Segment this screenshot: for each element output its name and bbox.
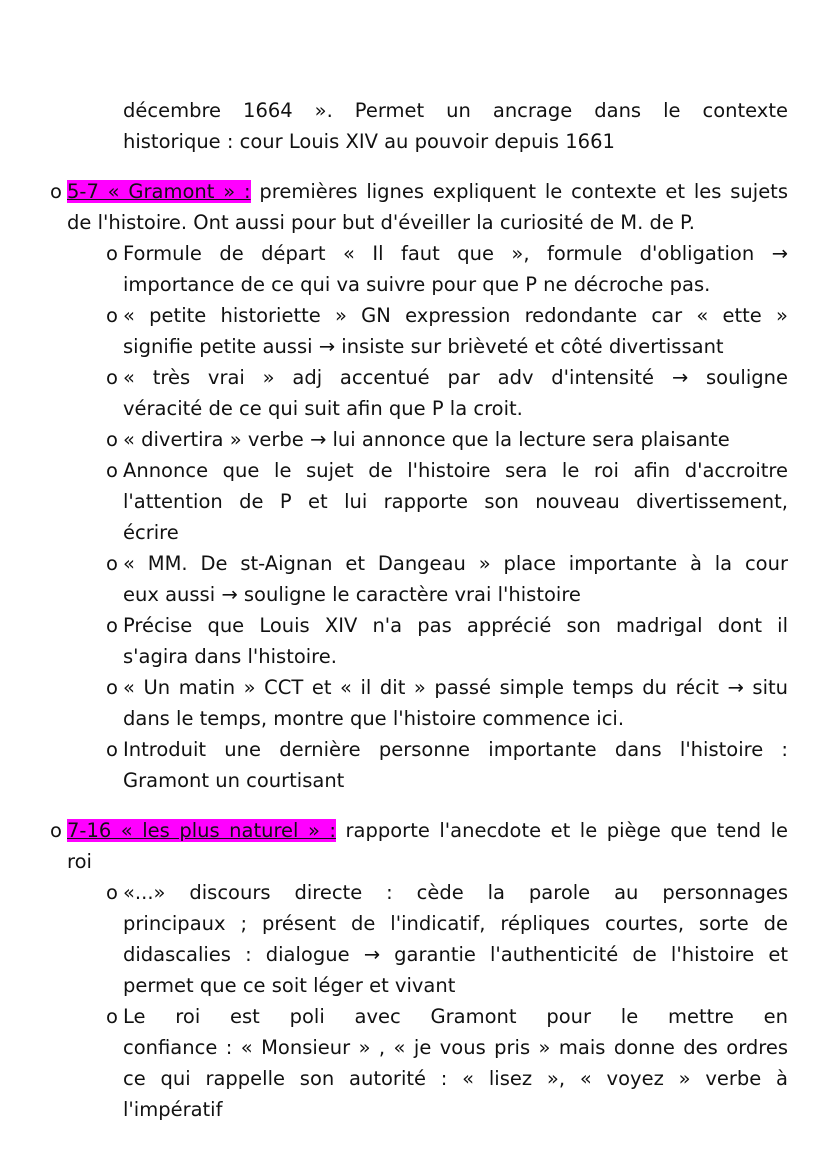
text-line (123, 579, 788, 610)
list-bullet: o (50, 819, 62, 842)
line-text: importance de ce qui va suivre pour que P ne décroche pas. (123, 273, 711, 296)
highlighted-reference: 7-16 « les plus naturel » : (67, 819, 337, 842)
text-line (123, 1032, 788, 1063)
line-text: décembre 1664 ». Permet un ancrage dans le contexte (123, 99, 788, 122)
list-bullet: o (106, 614, 118, 637)
list-bullet: o (106, 1005, 118, 1028)
list-bullet: o (106, 676, 118, 699)
text-line (123, 517, 788, 548)
text-line (123, 703, 788, 734)
text-line (106, 238, 788, 269)
line-text: premières lignes expliquent le contexte et les sujets (250, 180, 788, 203)
list-bullet: o (106, 738, 118, 761)
line-text: « très vrai » adj accentué par adv d'intensité → souligne (123, 366, 788, 389)
line-text: « MM. De st-Aignan et Dangeau » place importante à la cour (123, 552, 788, 575)
text-line (106, 877, 788, 908)
line-text: dans le temps, montre que l'histoire commence ici. (123, 707, 625, 730)
line-text: l'attention de P et lui rapporte son nouveau divertissement, (123, 490, 788, 513)
line-text: confiance : « Monsieur » , « je vous pris » mais donne des ordres (123, 1036, 788, 1059)
text-line (106, 548, 788, 579)
text-line (106, 424, 788, 455)
text-line (106, 362, 788, 393)
text-line (123, 1094, 788, 1125)
line-text: signifie petite aussi → insiste sur brièveté et côté divertissant (123, 335, 724, 358)
line-text: l'impératif (123, 1098, 223, 1121)
text-line (106, 672, 788, 703)
text-line (67, 207, 788, 238)
line-text: véracité de ce qui suit afin que P la croit. (123, 397, 523, 420)
line-text: s'agira dans l'histoire. (123, 645, 337, 668)
line-text: historique : cour Louis XIV au pouvoir depuis 1661 (123, 130, 615, 153)
line-text: permet que ce soit léger et vivant (123, 974, 456, 997)
line-text: roi (67, 850, 92, 873)
line-text: « Un matin » CCT et « il dit » passé simple temps du récit → situ (123, 676, 788, 699)
text-line (123, 126, 788, 157)
line-text: de l'histoire. Ont aussi pour but d'éveiller la curiosité de M. de P. (67, 211, 695, 234)
text-line (106, 1001, 788, 1032)
line-text: ce qui rappelle son autorité : « lisez », « voyez » verbe à (123, 1067, 788, 1090)
list-bullet: o (106, 881, 118, 904)
text-line (67, 846, 788, 877)
text-line (123, 970, 788, 1001)
line-text: « divertira » verbe → lui annonce que la lecture sera plaisante (123, 428, 730, 451)
text-line (123, 331, 788, 362)
line-text: didascalies : dialogue → garantie l'authenticité de l'histoire et (123, 943, 788, 966)
text-line (50, 176, 788, 207)
list-bullet: o (106, 428, 118, 451)
line-text: rapporte l'anecdote et le piège que tend le (336, 819, 788, 842)
text-line (123, 641, 788, 672)
list-bullet: o (106, 552, 118, 575)
text-line (123, 939, 788, 970)
list-bullet: o (106, 304, 118, 327)
highlighted-reference: 5-7 « Gramont » : (67, 180, 251, 203)
text-line (50, 815, 788, 846)
line-text: Introduit une dernière personne importante dans l'histoire : (123, 738, 788, 761)
list-bullet: o (106, 242, 118, 265)
text-line (123, 1063, 788, 1094)
line-text: Le roi est poli avec Gramont pour le mettre en (123, 1005, 788, 1028)
text-line (106, 455, 788, 486)
text-line (123, 486, 788, 517)
line-text: eux aussi → souligne le caractère vrai l'histoire (123, 583, 581, 606)
text-line (123, 95, 788, 126)
list-bullet: o (106, 366, 118, 389)
line-text: Gramont un courtisant (123, 769, 345, 792)
text-line (123, 908, 788, 939)
text-line (123, 765, 788, 796)
list-bullet: o (106, 459, 118, 482)
text-line (123, 269, 788, 300)
line-text: écrire (123, 521, 179, 544)
line-text: «...» discours directe : cède la parole au personnages (123, 881, 788, 904)
line-text: Annonce que le sujet de l'histoire sera le roi afin d'accroitre (123, 459, 788, 482)
text-line (106, 300, 788, 331)
line-text: Formule de départ « Il faut que », formule d'obligation → (123, 242, 788, 265)
text-line (106, 610, 788, 641)
text-line (106, 734, 788, 765)
list-bullet: o (50, 180, 62, 203)
line-text: « petite historiette » GN expression redondante car « ette » (123, 304, 788, 327)
line-text: Précise que Louis XIV n'a pas apprécié son madrigal dont il (123, 614, 788, 637)
line-text: principaux ; présent de l'indicatif, répliques courtes, sorte de (123, 912, 788, 935)
text-line (123, 393, 788, 424)
